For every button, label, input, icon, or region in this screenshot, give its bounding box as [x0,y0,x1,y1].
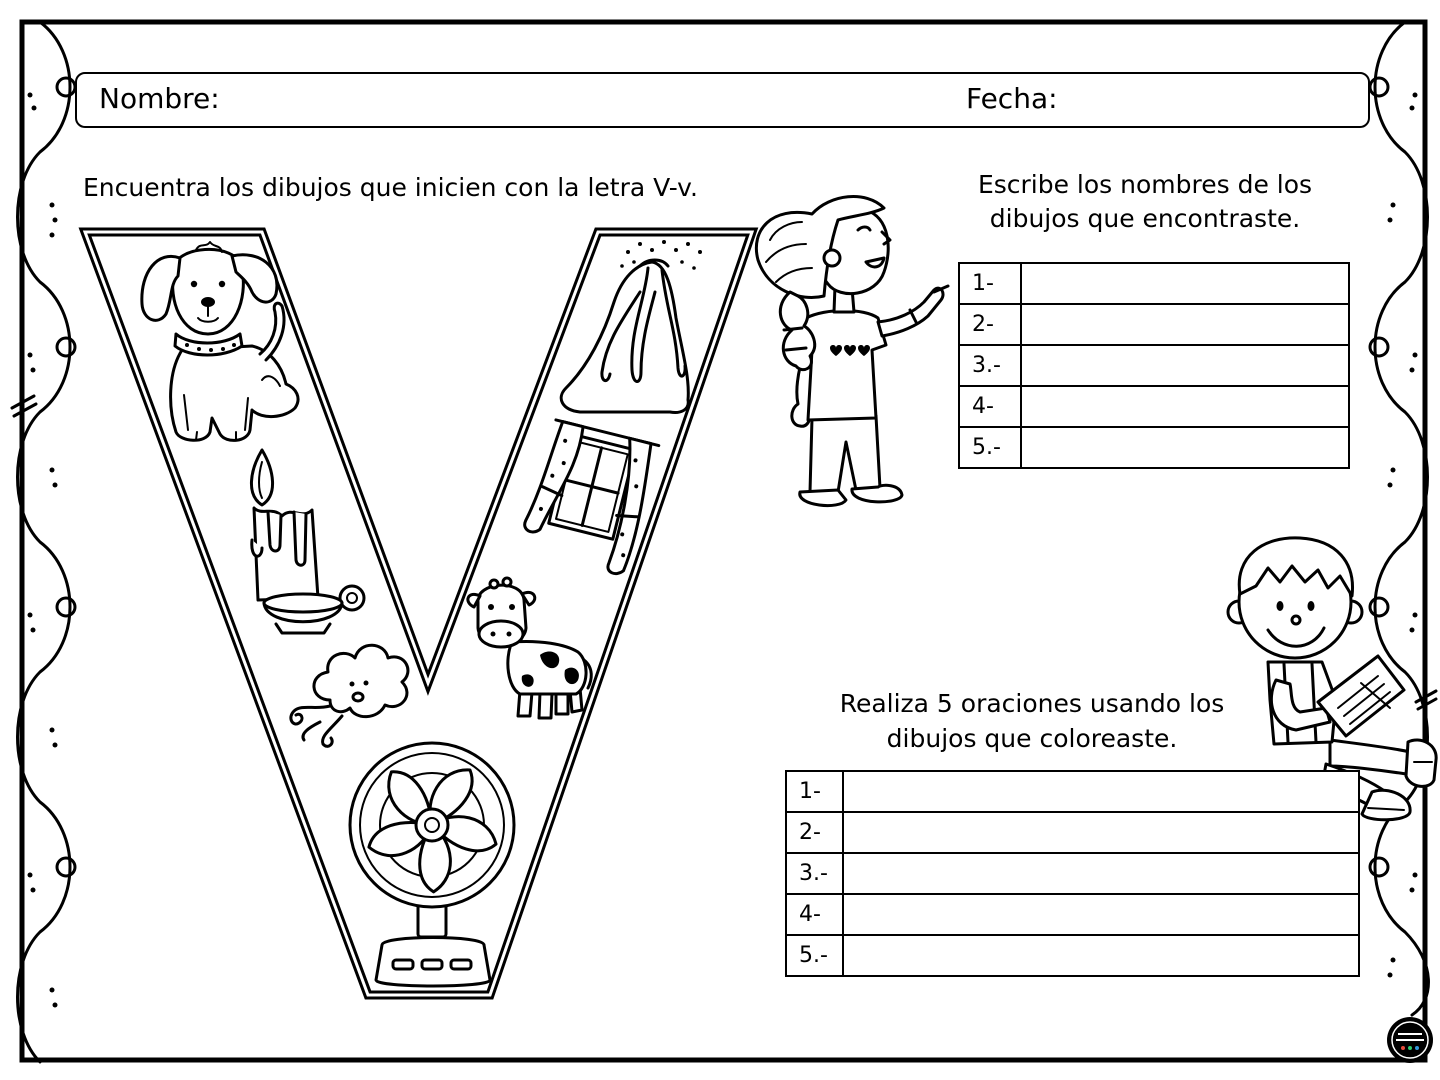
table-row [959,263,1349,304]
date-label: Fecha: [966,82,1058,115]
names-instruction-line-1: Escribe los nombres de los [977,170,1313,199]
girl-pointing-icon [756,197,948,506]
table-row [959,304,1349,345]
answer-cell [843,894,1359,935]
picture-names-table [958,262,1350,469]
row-number: 4- [786,894,843,935]
answer-cell [843,771,1359,812]
right-vine-icon [1370,22,1428,1015]
left-vine-icon [18,22,76,1062]
sentences-instruction [812,686,1252,756]
answer-cell [1021,263,1349,304]
table-row [959,345,1349,386]
sentences-instruction-line-1: Realiza 5 oraciones usando los [839,689,1225,718]
table-row [959,427,1349,468]
sentences-table [785,770,1360,977]
answer-cell [843,853,1359,894]
table-row [786,853,1359,894]
row-number: 5.- [786,935,843,976]
table-row [786,935,1359,976]
table-row [786,894,1359,935]
answer-cell [1021,386,1349,427]
header-box [75,72,1370,128]
table-row [786,812,1359,853]
answer-cell [843,812,1359,853]
row-number: 3.- [959,345,1021,386]
answer-cell [843,935,1359,976]
name-label: Nombre: [99,82,220,115]
answer-cell [1021,427,1349,468]
row-number: 3.- [786,853,843,894]
row-number: 2- [786,812,843,853]
row-number: 5.- [959,427,1021,468]
names-instruction [940,168,1350,236]
row-number: 2- [959,304,1021,345]
table-row [959,386,1349,427]
row-number: 1- [959,263,1021,304]
table-row [786,771,1359,812]
row-number: 4- [959,386,1021,427]
answer-cell [1021,304,1349,345]
logo-badge-icon [1387,1017,1433,1063]
find-pictures-instruction: Encuentra los dibujos que inicien con la letra V-v. [83,173,698,202]
answer-cell [1021,345,1349,386]
sentences-instruction-line-2: dibujos que coloreaste. [886,724,1178,753]
names-instruction-line-2: dibujos que encontraste. [989,204,1301,233]
row-number: 1- [786,771,843,812]
